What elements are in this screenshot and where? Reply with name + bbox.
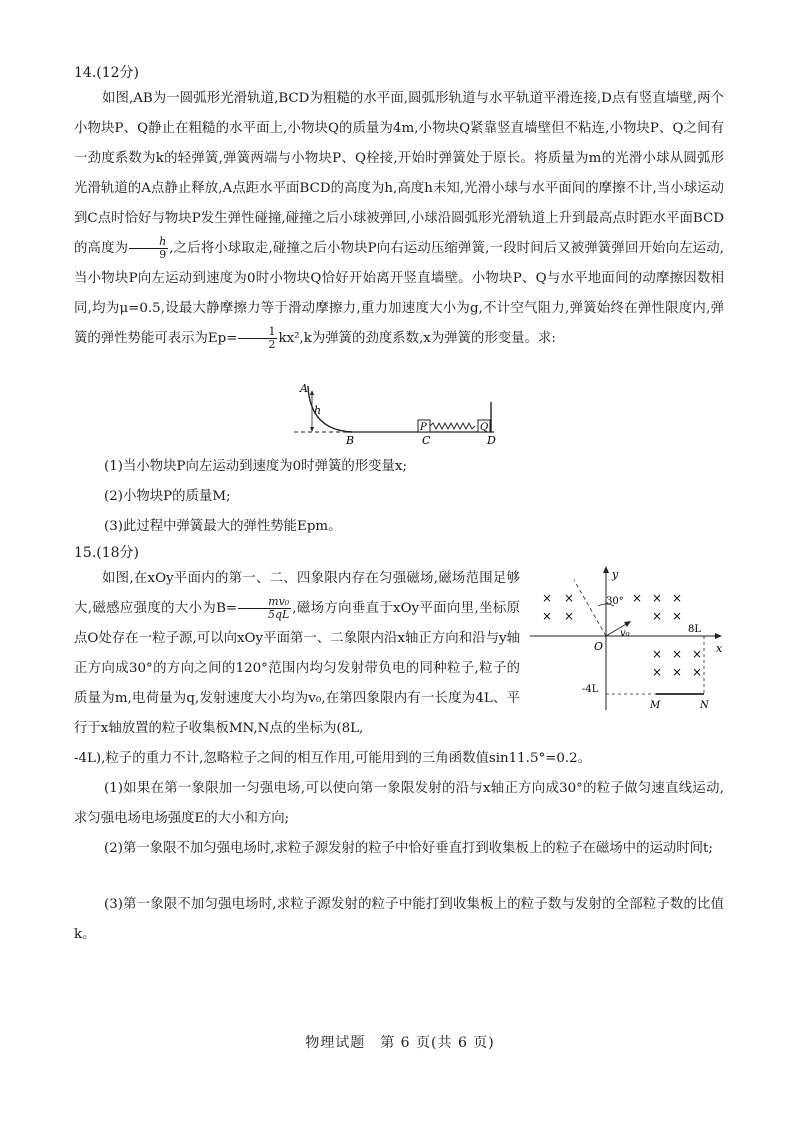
label-B: B <box>346 434 355 447</box>
frac-numerator: 1 <box>238 326 277 339</box>
label-N: N <box>700 700 709 711</box>
q14-sub1: (1)当小物块P向左运动到速度为0时弹簧的形变量x; <box>104 459 407 474</box>
y-axis-arrow <box>603 566 609 573</box>
field-cross: × <box>564 591 575 605</box>
field-cross: × <box>564 609 575 623</box>
q14-figure <box>290 382 510 448</box>
label-P: P <box>420 422 427 433</box>
label-v0: v₀ <box>620 628 630 639</box>
x-axis-arrow <box>715 633 722 639</box>
label-h: h <box>314 404 322 417</box>
label-minus4L: -4L <box>582 684 599 695</box>
frac-denominator: 9 <box>159 248 167 261</box>
field-cross: × <box>632 591 643 605</box>
q14-sub2: (2)小物块P的质量M; <box>104 489 231 504</box>
field-cross: × <box>692 647 703 661</box>
label-A: A <box>300 382 308 395</box>
label-D: D <box>487 434 496 447</box>
q14-fraction-h9 <box>129 236 168 261</box>
q15-figure <box>528 562 728 712</box>
frac-denominator: 2 <box>268 338 276 351</box>
q15-sub2: (2)第一象限不加匀强电场时,求粒子源发射的粒子中恰好垂直打到收集板上的粒子在磁场中的运动时间t; <box>104 841 713 856</box>
spring <box>430 423 475 429</box>
field-cross: × <box>672 609 683 623</box>
label-O: O <box>594 640 604 653</box>
q15-fraction-B <box>238 596 291 621</box>
frac-numerator: mv₀ <box>238 596 291 609</box>
label-angle: 30° <box>606 596 624 607</box>
label-x: x <box>716 642 723 655</box>
q14-stem-part3: kx²,k为弹簧的劲度系数,x为弹簧的形变量。求: <box>278 331 556 346</box>
height-arrow-head <box>310 390 314 395</box>
q14-sub3: (3)此过程中弹簧最大的弹性势能Epm。 <box>104 519 342 534</box>
q15-header: 15.(18分) <box>74 545 140 561</box>
page-footer: 物理试题 第 6 页(共 6 页) <box>305 1035 495 1051</box>
height-arrow-tail <box>310 427 314 432</box>
frac-numerator: h <box>129 236 168 249</box>
q15-sub1: (1)如果在第一象限加一匀强电场,可以使向第一象限发射的沿与x轴正方向成30°的粒子做匀速直线运动,求匀强电场电场强度E的大小和方向; <box>74 781 724 826</box>
frac-denominator: 5qL <box>268 608 290 621</box>
label-C: C <box>422 434 431 447</box>
field-cross: × <box>652 591 663 605</box>
field-cross: × <box>542 591 553 605</box>
field-cross: × <box>652 647 663 661</box>
field-cross: × <box>672 591 683 605</box>
q15-stem-narrow <box>74 564 520 744</box>
q14-fraction-half <box>238 326 277 351</box>
label-Q: Q <box>480 422 489 433</box>
field-cross: × <box>672 665 683 679</box>
field-cross: × <box>692 665 703 679</box>
q15-stem-part1: 如图,在xOy平面内的第一、二、四象限内存在匀强磁场,磁场范围足够大,磁感应强度的大小为B= <box>74 571 520 616</box>
field-cross: × <box>652 609 663 623</box>
label-y: y <box>612 568 619 581</box>
field-cross: × <box>542 609 553 623</box>
v0-arrow-head <box>624 621 631 627</box>
q15-stem-part2: ,磁场方向垂直于xOy平面向里,坐标原点O处存在一粒子源,可以向xOy平面第一、二象限内沿x轴正方向和沿与y轴正方向成30°的方向之间的120°范围内均匀发射带负电的同种粒子,粒子的质量为m,电荷量为q,发射速度大小均为v₀,在第四象限内有一长度为4L、平行于x轴放置的粒子收集板MN,N点的坐标为(8L, <box>74 601 520 736</box>
q14-stem <box>74 84 724 354</box>
q14-stem-part2: ,之后将小球取走,碰撞之后小物块P向右运动压缩弹簧,一段时间后又被弹簧弹回开始向左运动,当小物块P向左运动到速度为0时小物块Q恰好开始离开竖直墙壁。小物块P、Q与水平地面间的动摩擦因数相同,均为μ=0.5,设最大静摩擦力等于滑动摩擦力,重力加速度大小为g,不计空气阻力,弹簧始终在弹性限度内,弹簧的弹性势能可表示为Ep= <box>74 241 724 346</box>
field-cross: × <box>672 647 683 661</box>
q14-header: 14.(12分) <box>74 65 140 81</box>
field-cross: × <box>652 665 663 679</box>
q15-sub3: (3)第一象限不加匀强电场时,求粒子源发射的粒子中能打到收集板上的粒子数与发射的全部粒子数的比值k。 <box>74 897 724 942</box>
q14-stem-part1: 如图,AB为一圆弧形光滑轨道,BCD为粗糙的水平面,圆弧形轨道与水平轨道平滑连接,D点有竖直墙壁,两个小物块P、Q静止在粗糙的水平面上,小物块Q的质量为4m,小物块Q紧靠竖直墙壁但不粘连,小物块P、Q之间有一劲度系数为k的轻弹簧,弹簧两端与小物块P、Q栓接,开始时弹簧处于原长。将质量为m的光滑小球从圆弧形光滑轨道的A点静止释放,A点距水平面BCD的高度为h,高度h未知,光滑小球与水平面间的摩擦不计,当小球运动到C点时恰好与物块P发生弹性碰撞,碰撞之后小球被弹回,小球沿圆弧形光滑轨道上升到最高点时距水平面BCD的高度为 <box>74 91 724 256</box>
label-8L: 8L <box>688 624 702 635</box>
q15-stem-tail: -4L),粒子的重力不计,忽略粒子之间的相互作用,可能用到的三角函数值sin11.5°=0.2。 <box>74 751 592 766</box>
dashed-30-line <box>574 580 606 636</box>
label-M: M <box>650 700 661 711</box>
